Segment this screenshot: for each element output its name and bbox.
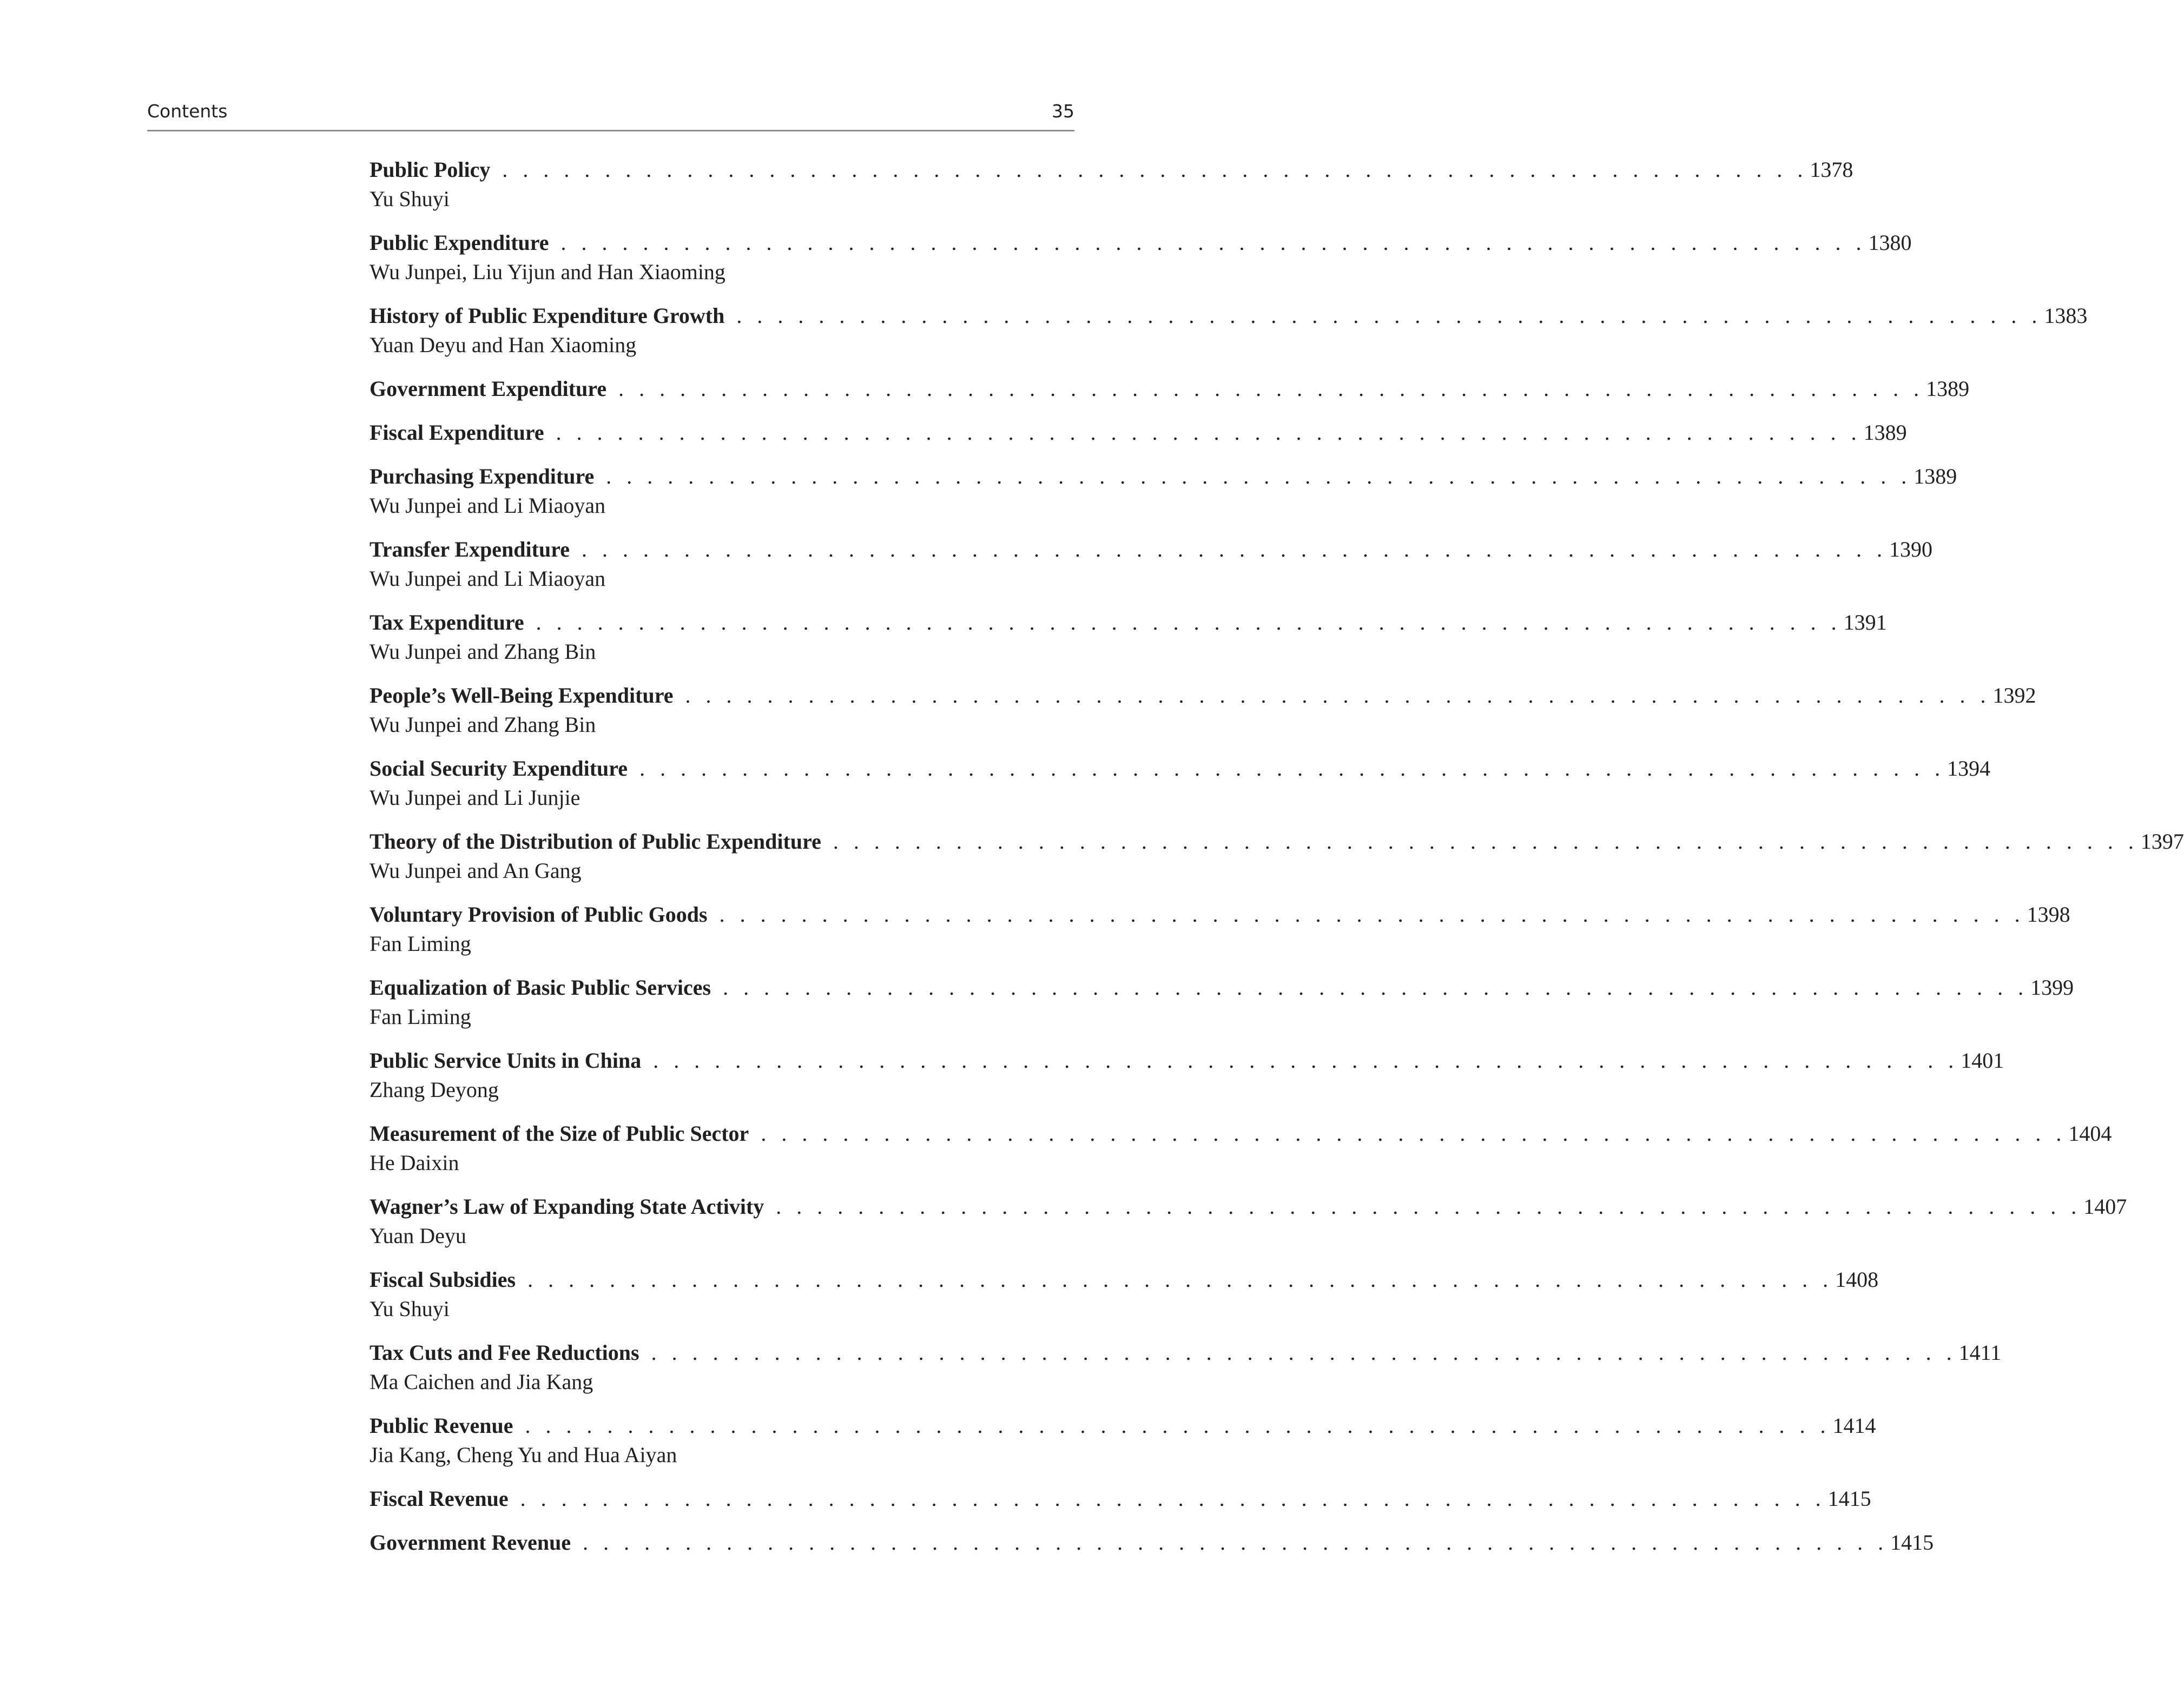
toc-entry-line [370,535,1933,564]
toc-entry-title[interactable]: Government Expenditure [370,376,607,401]
toc-entry[interactable] [370,1265,1879,1324]
toc-dot-leader: . . . . . . . . . . . . . . . . . . . . . . . . . . . . . . . . . . . . . . . . . . . . . . . . . . . . . . . . . . . . . . . . [582,537,1888,561]
toc-entry-authors: Wu Junpei and Li Miaoyan [370,566,606,591]
toc-entry-authors: Wu Junpei and Zhang Bin [370,639,596,664]
toc-entry[interactable] [370,1411,1876,1470]
toc-entry[interactable] [370,1192,2127,1251]
toc-entry-line [370,228,1912,257]
toc-entry-title[interactable]: Social Security Expenditure [370,756,628,781]
toc-entry[interactable] [370,973,2074,1032]
toc-entry-authors: Fan Liming [370,1004,471,1029]
toc-entry-title[interactable]: Fiscal Revenue [370,1486,509,1511]
toc-entry-page[interactable]: 1414 [1832,1413,1876,1438]
toc-entry[interactable] [370,418,1907,447]
toc-entry-page[interactable]: 1394 [1947,756,1991,781]
toc-entry-line [370,1046,2004,1075]
header-rule [147,130,1074,131]
toc-entry-title[interactable]: Equalization of Basic Public Services [370,975,711,1000]
toc-entry[interactable] [370,301,2088,360]
toc-entry-line [370,418,1907,447]
toc-entry-page[interactable]: 1415 [1890,1530,1934,1555]
toc-entry-authors: Wu Junpei and Li Miaoyan [370,493,606,518]
toc-entry-authors: Yuan Deyu and Han Xiaoming [370,333,637,357]
toc-entry-title[interactable]: Voluntary Provision of Public Goods [370,902,708,927]
toc-entry-line [370,1411,1876,1440]
page-number: 35 [1052,101,1074,122]
toc-entry-authors: Wu Junpei and Zhang Bin [370,712,596,737]
toc-entry[interactable] [370,1119,2112,1178]
toc-entry-line [370,827,2184,856]
toc-entry-title[interactable]: History of Public Expenditure Growth [370,303,725,328]
toc-entry-page[interactable]: 1378 [1810,157,1853,182]
toc-entry-line [370,754,1991,783]
toc-dot-leader: . . . . . . . . . . . . . . . . . . . . . . . . . . . . . . . . . . . . . . . . . . . . . . . . . . . . . . . . . . . . . . . . [502,157,1808,182]
toc-entry-page[interactable]: 1397 [2140,829,2184,854]
toc-dot-leader: . . . . . . . . . . . . . . . . . . . . . . . . . . . . . . . . . . . . . . . . . . . . . . . . . . . . . . . . . . . . . . . . [639,756,1945,781]
toc-entry[interactable] [370,374,1970,404]
toc-dot-leader: . . . . . . . . . . . . . . . . . . . . . . . . . . . . . . . . . . . . . . . . . . . . . . . . . . . . . . . . . . . . . . . . [520,1486,1826,1511]
toc-entry-page[interactable]: 1389 [1926,376,1970,401]
toc-dot-leader: . . . . . . . . . . . . . . . . . . . . . . . . . . . . . . . . . . . . . . . . . . . . . . . . . . . . . . . . . . . . . . . . [653,1048,1959,1073]
toc-entry-page[interactable]: 1380 [1868,230,1912,255]
toc-entry-title[interactable]: Fiscal Expenditure [370,420,544,445]
toc-dot-leader: . . . . . . . . . . . . . . . . . . . . . . . . . . . . . . . . . . . . . . . . . . . . . . . . . . . . . . . . . . . . . . . . [685,683,1991,708]
toc-entry-title[interactable]: People’s Well-Being Expenditure [370,683,674,708]
toc-dot-leader: . . . . . . . . . . . . . . . . . . . . . . . . . . . . . . . . . . . . . . . . . . . . . . . . . . . . . . . . . . . . . . . . [525,1413,1831,1438]
toc-entry[interactable] [370,827,2184,885]
toc-dot-leader: . . . . . . . . . . . . . . . . . . . . . . . . . . . . . . . . . . . . . . . . . . . . . . . . . . . . . . . . . . . . . . . . [618,376,1924,401]
toc-entry-line [370,462,1957,491]
toc-entry-page[interactable]: 1404 [2068,1121,2112,1146]
toc-entry-line [370,900,2070,929]
toc-dot-leader: . . . . . . . . . . . . . . . . . . . . . . . . . . . . . . . . . . . . . . . . . . . . . . . . . . . . . . . . . . . . . . . . [536,610,1842,634]
toc-entry-line [370,374,1970,404]
toc-entry-title[interactable]: Public Revenue [370,1413,513,1438]
toc-entry[interactable] [370,462,1957,520]
toc-entry-title[interactable]: Public Service Units in China [370,1048,642,1073]
toc-dot-leader: . . . . . . . . . . . . . . . . . . . . . . . . . . . . . . . . . . . . . . . . . . . . . . . . . . . . . . . . . . . . . . . . [606,464,1912,488]
running-head [147,97,1074,125]
toc-entry-title[interactable]: Public Policy [370,157,491,182]
toc-entry-title[interactable]: Government Revenue [370,1530,571,1555]
toc-entry-page[interactable]: 1399 [2030,975,2074,1000]
toc-entry-line [370,973,2074,1002]
toc-entry-page[interactable]: 1383 [2044,303,2088,328]
toc-entry-title[interactable]: Measurement of the Size of Public Sector [370,1121,749,1146]
toc-entry-line [370,1192,2127,1221]
toc-entry[interactable] [370,900,2070,958]
toc-entry-authors: Wu Junpei and An Gang [370,858,582,883]
toc-dot-leader: . . . . . . . . . . . . . . . . . . . . . . . . . . . . . . . . . . . . . . . . . . . . . . . . . . . . . . . . . . . . . . . . [651,1340,1957,1365]
toc-entry-line [370,1528,1934,1557]
toc-entry-authors: Yuan Deyu [370,1224,466,1248]
toc-dot-leader: . . . . . . . . . . . . . . . . . . . . . . . . . . . . . . . . . . . . . . . . . . . . . . . . . . . . . . . . . . . . . . . . [560,230,1866,255]
toc-entry[interactable] [370,1528,1934,1557]
toc-entry-page[interactable]: 1389 [1914,464,1957,488]
toc-entry-title[interactable]: Fiscal Subsidies [370,1267,516,1292]
toc-entry[interactable] [370,1046,2004,1105]
toc-entry[interactable] [370,1484,1871,1513]
toc-entry-authors: Ma Caichen and Jia Kang [370,1370,593,1394]
toc-entry-page[interactable]: 1415 [1827,1486,1871,1511]
toc-entry-page[interactable]: 1408 [1835,1267,1879,1292]
toc-entry-page[interactable]: 1390 [1889,537,1933,561]
toc-dot-leader: . . . . . . . . . . . . . . . . . . . . . . . . . . . . . . . . . . . . . . . . . . . . . . . . . . . . . . . . . . . . . . . . [719,902,2025,927]
toc-entry-title[interactable]: Public Expenditure [370,230,549,255]
toc-entry-authors: Wu Junpei, Liu Yijun and Han Xiaoming [370,260,725,284]
toc-entry[interactable] [370,608,1887,666]
toc-entry-line [370,681,2036,710]
toc-dot-leader: . . . . . . . . . . . . . . . . . . . . . . . . . . . . . . . . . . . . . . . . . . . . . . . . . . . . . . . . . . . . . . . . [583,1530,1889,1555]
toc-entry-line [370,301,2088,330]
toc-entry[interactable] [370,1338,2002,1397]
toc-entry-page[interactable]: 1407 [2083,1194,2127,1219]
toc-entry-authors: Yu Shuyi [370,187,450,211]
toc-entry-authors: Fan Liming [370,931,471,956]
toc-dot-leader: . . . . . . . . . . . . . . . . . . . . . . . . . . . . . . . . . . . . . . . . . . . . . . . . . . . . . . . . . . . . . . . . [761,1121,2067,1146]
running-head-section: Contents [147,101,228,122]
toc-entry-title[interactable]: Purchasing Expenditure [370,464,595,488]
toc-entry-title[interactable]: Tax Expenditure [370,610,524,634]
toc-dot-leader: . . . . . . . . . . . . . . . . . . . . . . . . . . . . . . . . . . . . . . . . . . . . . . . . . . . . . . . . . . . . . . . . [556,420,1862,445]
toc-entry-page[interactable]: 1401 [1961,1048,2004,1073]
toc-entry[interactable] [370,681,2036,739]
toc-entry-page[interactable]: 1411 [1958,1340,2002,1365]
toc-dot-leader: . . . . . . . . . . . . . . . . . . . . . . . . . . . . . . . . . . . . . . . . . . . . . . . . . . . . . . . . . . . . . . . . [776,1194,2082,1219]
toc-entry-line [370,155,1853,184]
toc-dot-leader: . . . . . . . . . . . . . . . . . . . . . . . . . . . . . . . . . . . . . . . . . . . . . . . . . . . . . . . . . . . . . . . . [833,829,2139,854]
toc-entry-line [370,1265,1879,1294]
table-of-contents [370,155,2184,1572]
toc-entry-title[interactable]: Transfer Expenditure [370,537,570,561]
toc-entry-line [370,608,1887,637]
toc-entry-authors: Yu Shuyi [370,1297,450,1321]
toc-entry-line [370,1338,2002,1367]
toc-entry-page[interactable]: 1389 [1863,420,1907,445]
toc-entry-title[interactable]: Wagner’s Law of Expanding State Activity [370,1194,764,1219]
toc-dot-leader: . . . . . . . . . . . . . . . . . . . . . . . . . . . . . . . . . . . . . . . . . . . . . . . . . . . . . . . . . . . . . . . . [736,303,2042,328]
toc-dot-leader: . . . . . . . . . . . . . . . . . . . . . . . . . . . . . . . . . . . . . . . . . . . . . . . . . . . . . . . . . . . . . . . . [527,1267,1833,1292]
toc-entry-page[interactable]: 1391 [1843,610,1887,634]
toc-entry[interactable] [370,535,1933,593]
toc-entry-title[interactable]: Theory of the Distribution of Public Expenditure [370,829,821,854]
toc-dot-leader: . . . . . . . . . . . . . . . . . . . . . . . . . . . . . . . . . . . . . . . . . . . . . . . . . . . . . . . . . . . . . . . . [723,975,2029,1000]
toc-entry-authors: He Daixin [370,1151,459,1175]
toc-entry[interactable] [370,228,1912,287]
toc-entry-authors: Jia Kang, Cheng Yu and Hua Aiyan [370,1443,677,1467]
toc-entry[interactable] [370,754,1991,812]
toc-entry-page[interactable]: 1392 [1992,683,2036,708]
toc-entry-line [370,1484,1871,1513]
toc-entry[interactable] [370,155,1853,214]
toc-entry-authors: Wu Junpei and Li Junjie [370,785,580,810]
toc-entry-authors: Zhang Deyong [370,1077,499,1102]
toc-entry-line [370,1119,2112,1148]
toc-entry-title[interactable]: Tax Cuts and Fee Reductions [370,1340,639,1365]
toc-entry-page[interactable]: 1398 [2027,902,2070,927]
